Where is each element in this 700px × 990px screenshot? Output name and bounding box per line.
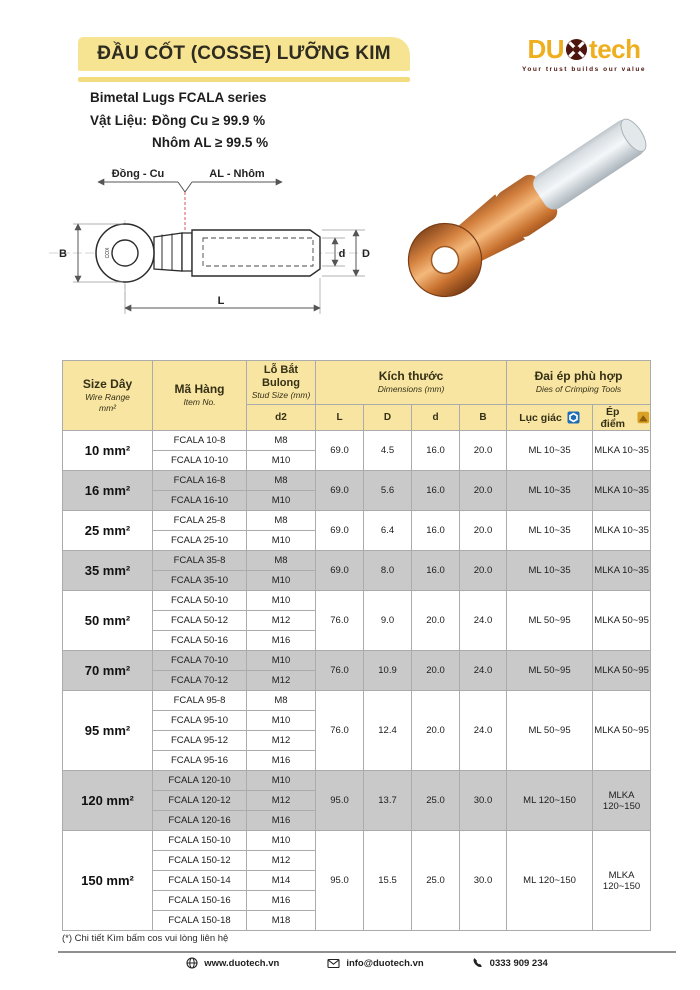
size-cell: 150 mm² xyxy=(63,831,153,931)
col-header-D: D xyxy=(364,405,412,431)
col-header-size xyxy=(63,361,153,431)
table-row xyxy=(63,431,651,451)
hex-die-cell: ML 120~150 xyxy=(507,771,593,831)
item-no-cell: FCALA 25-8 xyxy=(153,511,247,531)
dim-d-cell: 25.0 xyxy=(412,771,460,831)
col-header-dies xyxy=(507,361,651,405)
col-header-B: B xyxy=(460,405,507,431)
stud-size-cell: M10 xyxy=(247,531,316,551)
col-header-d2: d2 xyxy=(247,405,316,431)
item-no-cell: FCALA 95-10 xyxy=(153,711,247,731)
footer-contacts xyxy=(58,957,676,969)
size-cell: 95 mm² xyxy=(63,691,153,771)
diagram-copper-label: Đồng - Cu xyxy=(111,168,165,180)
logo-text-tech: tech xyxy=(589,34,641,64)
stud-size-cell: M12 xyxy=(247,731,316,751)
point-die-cell: MLKA 50~95 xyxy=(593,691,651,771)
item-no-cell: FCALA 16-10 xyxy=(153,491,247,511)
mail-icon xyxy=(327,958,340,969)
item-no-cell: FCALA 95-16 xyxy=(153,751,247,771)
logo-text-du: DU xyxy=(527,34,565,64)
item-no-cell: FCALA 150-16 xyxy=(153,891,247,911)
stud-size-cell: M16 xyxy=(247,811,316,831)
dims-header-sub: Dimensions (mm) xyxy=(377,384,445,395)
col-header-dimensions xyxy=(316,361,507,405)
item-no-cell: FCALA 10-10 xyxy=(153,451,247,471)
table-row xyxy=(63,471,651,491)
phone-contact xyxy=(472,957,548,969)
dim-D-cell: 6.4 xyxy=(364,511,412,551)
stud-size-cell: M12 xyxy=(247,851,316,871)
dim-L-cell: 69.0 xyxy=(316,511,364,551)
globe-icon xyxy=(186,957,198,969)
dim-D-cell: 12.4 xyxy=(364,691,412,771)
technical-drawing xyxy=(35,158,375,320)
dim-B-cell: 20.0 xyxy=(460,431,507,471)
col-header-hex-die xyxy=(507,405,593,431)
table-row xyxy=(63,831,651,851)
stud-size-cell: M16 xyxy=(247,631,316,651)
hex-die-cell: ML 120~150 xyxy=(507,831,593,931)
series-subtitle: Bimetal Lugs FCALA series xyxy=(90,90,267,105)
item-no-cell: FCALA 16-8 xyxy=(153,471,247,491)
dim-L-cell: 69.0 xyxy=(316,551,364,591)
stud-size-cell: M10 xyxy=(247,571,316,591)
material-label: Vật Liệu: xyxy=(90,113,148,128)
dim-L-cell: 69.0 xyxy=(316,431,364,471)
stud-size-cell: M12 xyxy=(247,611,316,631)
point-die-cell: MLKA 10~35 xyxy=(593,551,651,591)
item-no-cell: FCALA 35-8 xyxy=(153,551,247,571)
phone-icon xyxy=(472,957,484,969)
dim-d-cell: 16.0 xyxy=(412,551,460,591)
hex-die-cell: ML 10~35 xyxy=(507,511,593,551)
item-no-cell: FCALA 35-10 xyxy=(153,571,247,591)
dim-D-label: D xyxy=(362,248,370,260)
table-row xyxy=(63,651,651,671)
dim-B-cell: 20.0 xyxy=(460,511,507,551)
dim-D-cell: 10.9 xyxy=(364,651,412,691)
hex-die-label: Lục giác xyxy=(519,411,562,424)
point-die-cell: MLKA 120~150 xyxy=(593,831,651,931)
hex-die-cell: ML 50~95 xyxy=(507,591,593,651)
item-no-cell: FCALA 50-10 xyxy=(153,591,247,611)
stud-header-main: Lỗ Bắt Bulong xyxy=(262,363,300,389)
material-aluminum: Nhôm AL ≥ 99.5 % xyxy=(152,135,269,150)
stud-size-cell: M8 xyxy=(247,691,316,711)
dim-d-cell: 16.0 xyxy=(412,471,460,511)
item-no-cell: FCALA 95-12 xyxy=(153,731,247,751)
dim-D-cell: 5.6 xyxy=(364,471,412,511)
table-row xyxy=(63,551,651,571)
table-row xyxy=(63,691,651,711)
point-die-cell: MLKA 120~150 xyxy=(593,771,651,831)
stud-size-cell: M10 xyxy=(247,491,316,511)
dim-L-cell: 76.0 xyxy=(316,691,364,771)
dim-B-cell: 24.0 xyxy=(460,591,507,651)
hex-die-cell: ML 10~35 xyxy=(507,551,593,591)
stud-size-cell: M8 xyxy=(247,471,316,491)
dim-d-cell: 20.0 xyxy=(412,591,460,651)
size-cell: 70 mm² xyxy=(63,651,153,691)
diagram-aluminum-label: AL - Nhôm xyxy=(209,168,265,180)
footer-divider xyxy=(58,951,676,953)
stud-size-cell: M10 xyxy=(247,591,316,611)
size-header-main: Size Dây xyxy=(82,376,133,391)
dim-D-cell: 4.5 xyxy=(364,431,412,471)
col-header-point-die xyxy=(593,405,651,431)
stud-size-cell: M12 xyxy=(247,671,316,691)
stud-size-cell: M16 xyxy=(247,891,316,911)
dim-L-cell: 95.0 xyxy=(316,831,364,931)
logo-o-icon xyxy=(565,38,588,61)
table-row xyxy=(63,591,651,611)
item-no-cell: FCALA 150-14 xyxy=(153,871,247,891)
dim-L-cell: 76.0 xyxy=(316,651,364,691)
stud-size-cell: M10 xyxy=(247,451,316,471)
hex-die-cell: ML 10~35 xyxy=(507,431,593,471)
col-header-d: d xyxy=(412,405,460,431)
stud-header-sub: Stud Size (mm) xyxy=(251,390,311,401)
size-cell: 120 mm² xyxy=(63,771,153,831)
dim-B-cell: 24.0 xyxy=(460,651,507,691)
dim-d-cell: 16.0 xyxy=(412,511,460,551)
item-header-sub: Item No. xyxy=(183,397,216,408)
dim-d-cell: 20.0 xyxy=(412,691,460,771)
point-die-cell: MLKA 10~35 xyxy=(593,431,651,471)
hex-die-cell: ML 50~95 xyxy=(507,691,593,771)
website-contact xyxy=(186,957,279,969)
item-no-cell: FCALA 10-8 xyxy=(153,431,247,451)
item-no-cell: FCALA 120-12 xyxy=(153,791,247,811)
col-header-L: L xyxy=(316,405,364,431)
product-photo xyxy=(375,105,685,325)
page-title: ĐẦU CỐT (COSSE) LƯỠNG KIM xyxy=(97,43,391,64)
table-row xyxy=(63,771,651,791)
size-header-unit: mm² xyxy=(99,403,116,413)
item-no-cell: FCALA 95-8 xyxy=(153,691,247,711)
size-cell: 50 mm² xyxy=(63,591,153,651)
dim-B-cell: 30.0 xyxy=(460,771,507,831)
stud-size-cell: M18 xyxy=(247,911,316,931)
dim-d-cell: 16.0 xyxy=(412,431,460,471)
stud-size-cell: M10 xyxy=(247,651,316,671)
dim-d-label: d xyxy=(338,248,346,260)
dim-d-cell: 20.0 xyxy=(412,651,460,691)
size-cell: 35 mm² xyxy=(63,551,153,591)
hexagon-die-icon xyxy=(567,411,580,424)
item-no-cell: FCALA 150-18 xyxy=(153,911,247,931)
stud-size-cell: M16 xyxy=(247,751,316,771)
stud-size-cell: M14 xyxy=(247,871,316,891)
stud-size-cell: M8 xyxy=(247,551,316,571)
dim-B-cell: 24.0 xyxy=(460,691,507,771)
stud-size-cell: M8 xyxy=(247,431,316,451)
item-no-cell: FCALA 120-16 xyxy=(153,811,247,831)
dim-B-label: B xyxy=(59,248,67,260)
page-title-banner xyxy=(78,37,410,71)
material-copper: Đồng Cu ≥ 99.9 % xyxy=(152,113,266,128)
size-header-sub: Wire Range xyxy=(85,391,130,402)
item-no-cell: FCALA 25-10 xyxy=(153,531,247,551)
title-underline xyxy=(78,77,410,82)
hex-die-cell: ML 50~95 xyxy=(507,651,593,691)
dim-B-cell: 20.0 xyxy=(460,551,507,591)
item-no-cell: FCALA 150-10 xyxy=(153,831,247,851)
point-die-cell: MLKA 10~35 xyxy=(593,511,651,551)
item-no-cell: FCALA 150-12 xyxy=(153,851,247,871)
email-contact xyxy=(327,958,423,969)
stud-size-cell: M8 xyxy=(247,511,316,531)
dim-L-cell: 95.0 xyxy=(316,771,364,831)
item-header-main: Mã Hàng xyxy=(174,382,225,397)
point-die-label: Ép điểm xyxy=(600,405,625,430)
item-no-cell: FCALA 120-10 xyxy=(153,771,247,791)
dim-L-cell: 69.0 xyxy=(316,471,364,511)
size-cell: 16 mm² xyxy=(63,471,153,511)
col-header-item xyxy=(153,361,247,431)
point-die-icon xyxy=(637,411,650,424)
stud-size-cell: M10 xyxy=(247,771,316,791)
dims-header-main: Kích thước xyxy=(378,369,444,384)
spec-table-body xyxy=(63,431,651,931)
email-text: info@duotech.vn xyxy=(346,957,424,969)
point-die-cell: MLKA 50~95 xyxy=(593,651,651,691)
item-no-cell: FCALA 50-16 xyxy=(153,631,247,651)
ring-marking: COX xyxy=(105,247,111,259)
size-cell: 25 mm² xyxy=(63,511,153,551)
stud-size-cell: M12 xyxy=(247,791,316,811)
table-row xyxy=(63,511,651,531)
size-cell: 10 mm² xyxy=(63,431,153,471)
dim-D-cell: 15.5 xyxy=(364,831,412,931)
dim-L-cell: 76.0 xyxy=(316,591,364,651)
footnote: (*) Chi tiết Kìm bấm cos vui lòng liên hệ xyxy=(62,933,229,944)
dim-D-cell: 13.7 xyxy=(364,771,412,831)
item-no-cell: FCALA 70-10 xyxy=(153,651,247,671)
dies-header-sub: Dies of Crimping Tools xyxy=(535,384,622,395)
stud-size-cell: M10 xyxy=(247,831,316,851)
company-logo xyxy=(516,36,652,73)
dies-header-main: Đai ép phù hợp xyxy=(534,369,623,384)
hex-die-cell: ML 10~35 xyxy=(507,471,593,511)
stud-size-cell: M10 xyxy=(247,711,316,731)
website-text: www.duotech.vn xyxy=(204,957,280,969)
dim-L-label: L xyxy=(217,295,225,307)
spec-table xyxy=(62,360,651,931)
dim-D-cell: 9.0 xyxy=(364,591,412,651)
dim-B-cell: 30.0 xyxy=(460,831,507,931)
phone-text: 0333 909 234 xyxy=(489,957,548,969)
point-die-cell: MLKA 50~95 xyxy=(593,591,651,651)
point-die-cell: MLKA 10~35 xyxy=(593,471,651,511)
item-no-cell: FCALA 70-12 xyxy=(153,671,247,691)
dim-D-cell: 8.0 xyxy=(364,551,412,591)
item-no-cell: FCALA 50-12 xyxy=(153,611,247,631)
dim-d-cell: 25.0 xyxy=(412,831,460,931)
logo-tagline: Your trust builds our value xyxy=(521,66,647,73)
col-header-stud xyxy=(247,361,316,405)
dim-B-cell: 20.0 xyxy=(460,471,507,511)
